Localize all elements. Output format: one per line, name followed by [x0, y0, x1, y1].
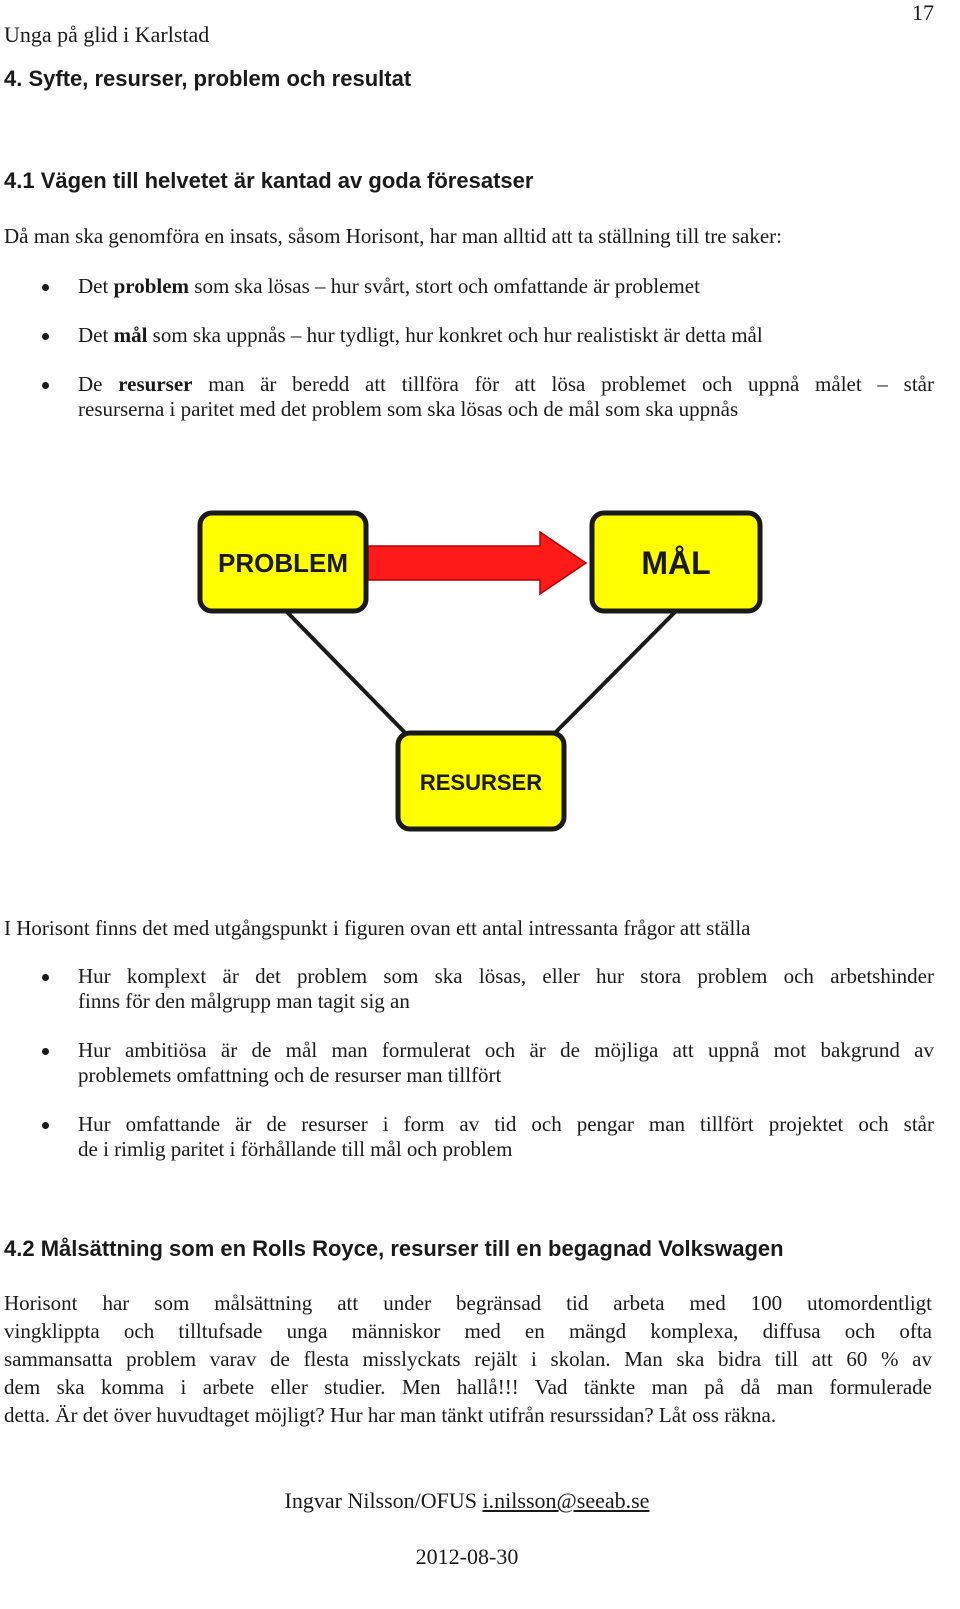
label-resurser: RESURSER	[419, 770, 543, 795]
chapter-heading: 4. Syfte, resurser, problem och resultat	[4, 66, 412, 91]
list-item-text-continued: finns för den målgrupp man tagit sig an	[78, 989, 410, 1013]
section-heading-4-2: 4.2 Målsättning som en Rolls Royce, resurser till en begagnad Volkswagen	[4, 1236, 784, 1261]
list-item	[0, 274, 934, 299]
author-name: Ingvar Nilsson/OFUS	[284, 1488, 483, 1513]
bullet-icon	[42, 382, 49, 389]
list-item-text: Hur komplext är det problem som ska lösas, eller hur stora problem och arbetshinder	[78, 964, 934, 988]
bullet-icon	[42, 974, 49, 981]
list-item-text-continued: problemets omfattning och de resurser man tillfört	[78, 1063, 502, 1087]
paragraph-line: detta. Är det över huvudtaget möjligt? Hur har man tänkt utifrån resurssidan? Låt oss räkna.	[4, 1403, 777, 1427]
paragraph-line: vingklippta och tilltufsade unga människor med en mängd komplexa, diffusa och ofta	[4, 1319, 932, 1343]
paragraph-line: Horisont har som målsättning att under begränsad tid arbeta med 100 utomordentligt	[4, 1291, 932, 1315]
section-2-paragraph	[4, 1289, 932, 1429]
problem-goal-resources-diagram	[140, 440, 800, 890]
connector-problem-resurser	[287, 612, 417, 745]
label-problem: PROBLEM	[218, 548, 348, 578]
list-item	[0, 372, 934, 422]
list-item	[0, 964, 934, 1014]
paragraph-line: dem ska komma i arbete eller studier. Men hallå!!! Vad tänkte man på då man formulerade	[4, 1375, 932, 1399]
bullet-icon	[42, 1048, 49, 1055]
questions-list	[0, 964, 934, 1162]
footer-date: 2012-08-30	[415, 1544, 519, 1569]
list-item-text: Hur ambitiösa är de mål man formulerat och är de möjliga att uppnå mot bakgrund av	[78, 1038, 934, 1062]
running-title: Unga på glid i Karlstad	[4, 22, 210, 47]
section-heading-4-1: 4.1 Vägen till helvetet är kantad av goda föresatser	[4, 168, 534, 193]
arrow-right-icon	[368, 532, 586, 594]
list-item-text-continued: resurserna i paritet med det problem som ska lösas och de mål som ska uppnås	[78, 397, 739, 421]
questions-intro: I Horisont finns det med utgångspunkt i figuren ovan ett antal intressanta frågor att ställa	[4, 916, 751, 940]
bullet-icon	[42, 1122, 49, 1129]
author-email-link[interactable]: i.nilsson@seeab.se	[482, 1488, 650, 1513]
list-item-text: De resurser man är beredd att tillföra för att lösa problemet och uppnå målet – står	[78, 372, 934, 396]
list-item	[0, 1112, 934, 1162]
list-item-text: Det problem som ska lösas – hur svårt, stort och omfattande är problemet	[78, 274, 700, 298]
connector-mal-resurser	[543, 612, 675, 745]
bullet-icon	[42, 333, 49, 340]
bullet-icon	[42, 284, 49, 291]
list-item-text: Det mål som ska uppnås – hur tydligt, hur konkret och hur realistiskt är detta mål	[78, 323, 763, 347]
list-item	[0, 1038, 934, 1088]
page-number: 17	[912, 0, 934, 25]
footer-author	[0, 1488, 934, 1514]
three-factors-list	[0, 274, 934, 422]
list-item	[0, 323, 934, 348]
list-item-text: Hur omfattande är de resurser i form av tid och pengar man tillfört projektet och står	[78, 1112, 934, 1136]
label-mal: MÅL	[641, 545, 711, 581]
list-item-text-continued: de i rimlig paritet i förhållande till mål och problem	[78, 1137, 513, 1161]
paragraph-line: sammansatta problem varav de flesta misslyckats rejält i skolan. Man ska bidra till att 60 % av	[4, 1347, 932, 1371]
section-intro: Då man ska genomföra en insats, såsom Horisont, har man alltid att ta ställning till tre saker:	[4, 224, 782, 248]
